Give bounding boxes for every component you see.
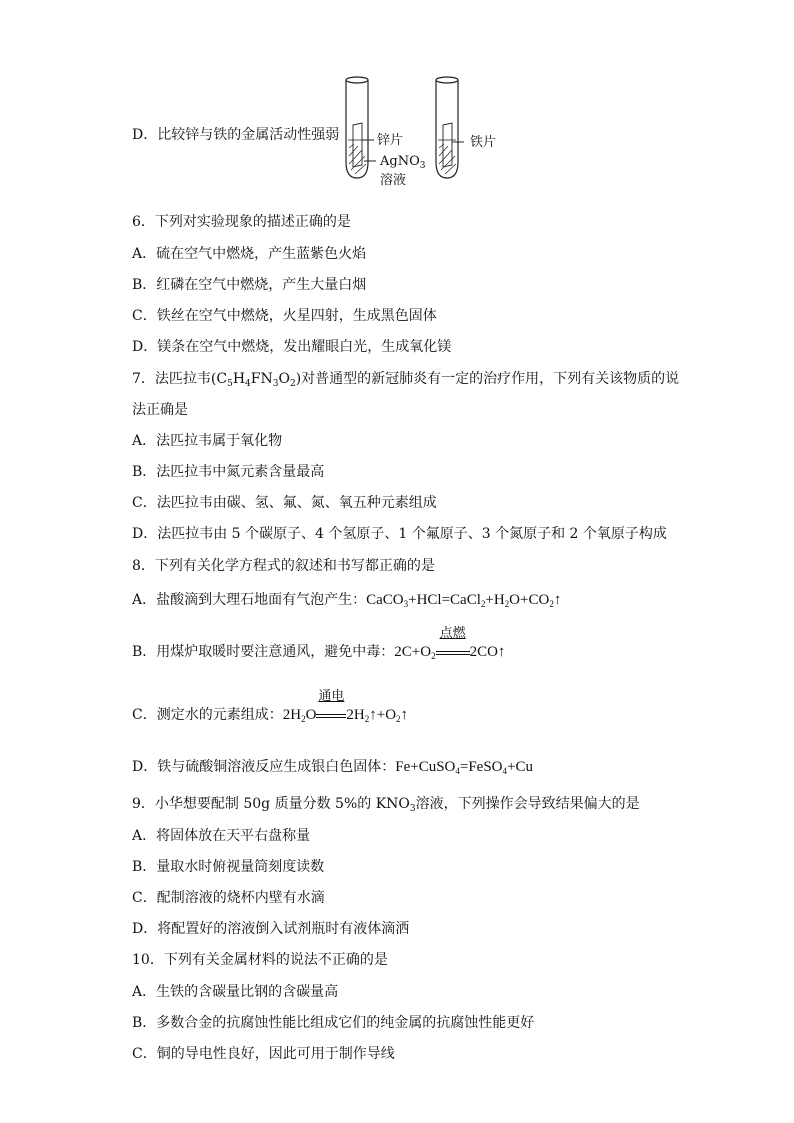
q5-option-d: D．比较锌与铁的金属活动性强弱 (132, 127, 340, 143)
q7-stem-continued: 法正确是 (132, 402, 188, 418)
equation-b: $2C+O_2$ 点燃 2CO↑ (394, 626, 506, 661)
q7-stem: 7．法匹拉韦$(C_5H_4FN_3O_2)$对普通型的新冠肺炎有一定的治疗作用，下列有关该物质的说 (132, 371, 680, 389)
q7-option-d: D．法匹拉韦由 5 个碳原子、4 个氢原子、1 个氟原子、3 个氮原子和 2 个氧原子构成 (132, 526, 667, 542)
q10-option-a: A．生铁的含碳量比钢的含碳量高 (132, 984, 339, 1000)
q9-option-b: B．量取水时俯视量筒刻度读数 (132, 859, 325, 875)
q6-option-c: C．铁丝在空气中燃烧，火星四射，生成黑色固体 (132, 308, 437, 324)
q8-stem: 8．下列有关化学方程式的叙述和书写都正确的是 (132, 558, 435, 574)
q6-option-a: A．硫在空气中燃烧，产生蓝紫色火焰 (132, 246, 367, 262)
q8-option-a: A．盐酸滴到大理石地面有气泡产生：$CaCO_3+HCl=CaCl_2+H_2O+CO_2↑$ (132, 592, 562, 609)
q9-option-c: C．配制溶液的烧杯内壁有水滴 (132, 890, 325, 906)
q7-option-c: C．法匹拉韦由碳、氢、氟、氮、氧五种元素组成 (132, 495, 437, 511)
q10-option-c: C．铜的导电性良好，因此可用于制作导线 (132, 1046, 395, 1062)
q6-option-b: B．红磷在空气中燃烧，产生大量白烟 (132, 277, 367, 293)
test-tubes-diagram (340, 70, 540, 195)
q9-option-d: D．将配置好的溶液倒入试剂瓶时有液体滴洒 (132, 921, 410, 937)
q7-option-b: B．法匹拉韦中氮元素含量最高 (132, 464, 325, 480)
q8-option-b: B．用煤炉取暖时要注意通风，避免中毒：$2C+O_2$ 点燃 2CO↑ (132, 626, 506, 661)
equation-d: Fe+CuSO$_4$=FeSO$_4$+Cu (395, 759, 533, 776)
q7-option-a: A．法匹拉韦属于氧化物 (132, 433, 283, 449)
q9-option-a: A．将固体放在天平右盘称量 (132, 828, 311, 844)
q8-option-d: D．铁与硫酸铜溶液反应生成银白色固体：Fe+CuSO$_4$=FeSO$_4$+Cu (132, 759, 533, 776)
solution-word-label: 溶液 (380, 173, 407, 188)
q9-stem: 9．小华想要配制 50g 质量分数 5%的 $KNO_3$溶液，下列操作会导致结果偏大的是 (132, 796, 640, 814)
right-test-tube (436, 77, 458, 178)
reaction-condition-electrolysis: 通电 (316, 706, 346, 724)
q8-option-c: C．测定水的元素组成：$2H_2O$ 通电 $2H_2↑+O_2↑$ (132, 689, 409, 724)
q6-option-d: D．镁条在空气中燃烧，发出耀眼白光，生成氧化镁 (132, 339, 452, 355)
test-tube-figure (340, 70, 540, 195)
zinc-label: 锌片 (377, 133, 404, 148)
left-test-tube (346, 77, 368, 178)
q10-option-b: B．多数合金的抗腐蚀性能比组成它们的纯金属的抗腐蚀性能更好 (132, 1015, 535, 1031)
solution-formula-label: AgNO$_3$ (380, 154, 426, 171)
equation-a: $CaCO_3+HCl=CaCl_2+H_2O+CO_2↑$ (366, 592, 562, 609)
q10-stem: 10．下列有关金属材料的说法不正确的是 (132, 952, 388, 968)
iron-label: 铁片 (470, 135, 497, 150)
q6-stem: 6．下列对实验现象的描述正确的是 (132, 214, 351, 230)
reaction-condition-ignite: 点燃 (436, 643, 470, 661)
equation-c: $2H_2O$ 通电 $2H_2↑+O_2↑$ (282, 689, 409, 724)
